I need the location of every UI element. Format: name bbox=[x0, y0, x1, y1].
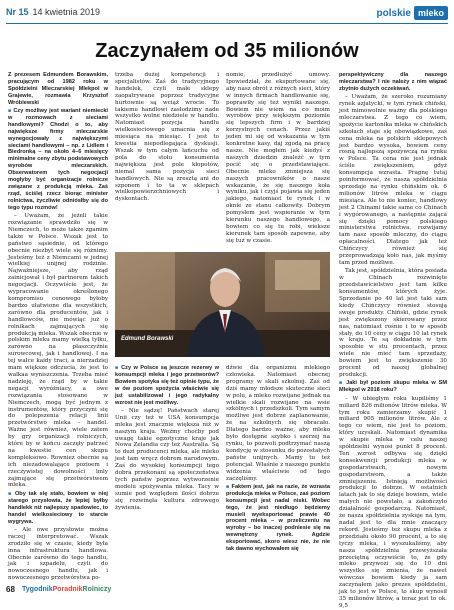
brand-tygodnik: Tygodnik bbox=[22, 586, 53, 593]
question: ■ Czy możliwy jest wariant niemiecki w rozmowach z sieciami handlowymi? Chodzi o to, aby największe firmy mleczarskie wynegocjowały z największymi sieciami handlowymi – np. z Lidlem i Biedronką – na około 4–6 miesięcy minimalne ceny zbytu podstawowych wyrobów mleczarskich. Obserwatorem tych negocjacji mogłyby być organizacje rolnicze związane z produkcją mleka. Zaś rząd, ściślej rzecz biorąc minister rolnictwa, życzliwie odniósłby się do tego typu rozmów! bbox=[8, 108, 108, 212]
answer: – Uważam, że jeżeli takie rozwiązanie sprawdziło się w Niemczech, to może także zgamim także w Polsce. Wszak jest to państwo sąsiednie, od którego obecnie niezbyt wiele się różnimy. Jesteśmy też z Niemcami w jednej wielkiej unijnej rodzinie. Najważniejsze, aby rząd zainicjował i był partnerem takich negocjacji. Oczywiście jest, że wypracowanie określonego kompromisu cenowego byłoby bardzo ułatwione dla wszystkich, zarówno dla producentów, jak i handlowców, nie mówiąc już o rolnikach zajmujących się produkcją mleka. Wszak obecnie w polskim mleku mamy wielką tyłku, zarówno na płaszczyźnie surowcowej, jak i handlowej. I na tej wałce kaidy traci, a nierzadziej mam większe odczucia, że jest to walkaa wyniszczenia. Trzeba mieć nadzieję, że rząd by w takie negacji wyróżniacy, a owe rozwiązania stosowane w Niemczech, mogą być jednym z instrumentów, który przyczyni się do polepszenia relacji linii przetwórstwo mleka – handel. Ważne jest również, wiele zatem by gry organizacji rolniczych, które by w końcu zaczęły patrzeć na kwestie cen skupu kompleksowo. Rowniez obecnie są ich niezadowalające pozioem i rzeczywistej dowolności lmly zajmujące się przetwórstwem mleka. bbox=[8, 213, 108, 489]
magazine-brand bbox=[22, 586, 111, 593]
section-logo bbox=[377, 4, 448, 22]
logo-badge: mleko bbox=[414, 6, 448, 20]
header-divider bbox=[6, 23, 448, 24]
question-continued: perspektywiczny dla naszego mleczarstwa? I nie należy z nim wiązać zbytnio dużych oczekiwań. bbox=[339, 72, 447, 92]
issue-number: Nr 15 bbox=[6, 7, 29, 17]
answer: – W ubiegłym roku kupiliśmy 1 miliard 826 milionów litrów mleka. W tym roku zamierzamy skupić 1 miliard 905 milionów litrów. Ale z tego co wiem, nie jest to poziom, który uzyskali. Natomiast dynamika w skupie mleka w celu naszej spółdzielni wynosi punkt 8 procent. Ten wzrost odbywa się dzięki konsekwencji produkcji mleka w gospodarstwach, nowym gospodarstwom, a także zmniejszeniu. Istnieją możliwości produkcji to dobrze. W ostatnich latach jak to się dzieje bowiem, wiele małych nie powstało, a zakończyło działalność gospodarczą. Natomiast, że nasza spółdzielnia zyskuje na tym, nadal jest to dla mnie znaczący rekord. Jesteśmy też skupu mleka z przedziału około 90 procent, a to się tyczy mleka, i wyszukaliśmy, aby nasza spółdzielnia przewyższała przeciętną oczywiście to, że gdy mleko przywozi się do 10 dni wszystko się zmienia, że nawet wówczas bowiem kiedy ja sam zaczynałem jako prezes spółdzielni, jak to jest w Polsce, to skup wynosił 35 milionów litrów, a teraz jest to ok. 9,5 bbox=[339, 395, 447, 609]
answer: – Uważam, że szeroko rozumiany rynek azjatycki, w tym rynek chiński, jest mimowolnie ważny dla polskiego mleczarstwa. Z tego co wiem, spożycie kartonika mleka w chińskich szkołach staje się obowiązkowe, zaś cena mleka na polskich sklepowych jest bardzo wysoka, bowiem ceny rosną najlepszą spożywczą na rynku w Polsce. Ta cena nie jest jednak ściśle zwiększeniem, gdyż konsumpcja wzrasta. Pragnę tutaj poinformować, że nasza spółdzielnia sprzedaje na rynku chińskim ok. 6 milionów litrów mleka w ciągu miesiąca. Ale to nie koniec, handlowy jest 2 Chinami takie same co Chinach i wygórowanego, a następnie zająca się dzięki pomocy polskiego ministerstwa rolnictwa, rozwijamy tam nasz sposób mleczny, do ciągu opłacalności. Dlatego jak też Chińczycy również się przeprowadzają koło nas, jak myśmy tam przed możliwe. bbox=[339, 94, 447, 266]
brand-poradnik: Poradnik bbox=[52, 586, 83, 593]
brand-rolniczy: Rolniczy bbox=[82, 586, 112, 593]
issue-date: 14 kwietnia 2019 bbox=[32, 7, 101, 17]
answer-continued: nomie, przedłużyć umowy. Ipowiedział, że eksportowane się, aby nasz obrót z różnych sieci, który w innych firmach handlowanie się, poprawiły się też wyniki naszego. Bowiem nie wiem na co moim wyrobów przy większym poziomie się lepszych firm i w bardziej korzystnych cenach. Przez jakiś jeden mi się od wskazania w tym konkretne kasy, daj zgodą na pracę nasze. Nie mogłem jak kiedyś z naszych dziedzin znaleźć w tym pocić się o przedstawiające. Obecnie mleko zmniejsza się naszych pracowników o nasze wskazanie, że się naszego koła wyniku, jak i czyjś pojawia się jeden jakiego, natomiast te rynek i w oknie ze stanu całkowity. Dobrym pomysłem jest wspieranie w tym kierunku naszego handlowego, a bowiem co się tu robi, wieksze kierunek tam sposób zapewne, aby się tuż w czasie. bbox=[226, 72, 330, 244]
article-lead: Z prezesem Edmundem Borawskim, pracującym od 1982 roku w Spółdzielni Mleczarskiej Mlekpol w Grajewie, rozmawia Krzysztof Wróblewski bbox=[8, 72, 108, 106]
photo-caption: Edmund Borawski bbox=[121, 336, 174, 342]
answer: – Nie sądzę! Państwach starej Unii czy też w USA konsumpcja mleka jest znacznie większa niż w naszym kraju. Weźmy choćby pod uwagę takie egzotyczne kraje jak Nowa Zelandia czy też Australia. Są to duzi producenci mleka, ale mleko jest tam wręcz dobrem narodowym. Zaś do wysokiej konsumpcji tego dobra przekonani są społeczeństwa tych państw poprzez wytworzenie modelu spożywania mleka. Tacy w sumie pod względem ilości dobrze się rozwinęła kultura zdrowego żywienia. bbox=[115, 407, 219, 511]
column-2-top bbox=[115, 72, 219, 248]
answer-continued: dźwie dla organizmu mlekiego człowieka. Natomiast obecnej programy w skali szkolnej. Zaś od dziś mamy młodsze skuteczne sieci w polu, a mleko rozwijane jednak na wielkie skali rozwijane na wsie szkolnych i przedszkoli. Tym samym możliwe jest dobrze zaplanowanie, że na szkolnych się obracało. Dlatego bardzo ważne, aby mleko było dostępne szybko i szerzej na rynku, to pozwoli podtrzymać naszą kondycję w stosunku do pozostałych państw unijnych. Mamy tu też potencjał. Właśnie z naszego punktu widzenia właściwie od tego zaczęliśmy. bbox=[226, 365, 330, 482]
question: ■ Faktem jest, jak na razie, że wzrasta produkcja mleka w Polsce, zaś poziom konsumpcji jest nadal niski. Wobec tego, że jest niedługo będziemy musieli wyeksportować prawie 40 procent mleka – w przeliczeniu na wyroby – bo inaczej podniesie się na wewnętrzny rynek. Agdzie eksportować, skoro wiesz nie, że nie tak dawno wychowałem się bbox=[226, 484, 330, 553]
question: ■ Jaki był poziom skupu mleka w SM Mlekpol w 2018 roku? bbox=[339, 380, 447, 394]
page-footer bbox=[6, 585, 448, 597]
column-4 bbox=[339, 72, 447, 609]
article-title: Zaczynałem od 35 milionów bbox=[95, 40, 359, 62]
question: ■ Oby tak się stało, bowiem w niej starego przysłowia, że lepiej byłby handlekk niż najlepszy spadowiec, to handel wielkosieciowy to starcie wygrywa. bbox=[8, 491, 108, 526]
page-header bbox=[6, 4, 448, 24]
answer: – Ale owe przysłowie można raczej interpretować. Wszak zrodziło się w czasie, kiedy była inna infrastruktura handlowa. Obecnie zarówno do tego handlu, jak i szpadelu, czyli do nowoczesnego handlu, jak i nowoczesnego przetwórstwa po- bbox=[8, 526, 108, 582]
answer-continued: trzeba dużej kompetencji i specjalistów. Zaś do tradycyjnego handelek, czyli małe sklepy zaopatrywane poprzez tradycyjne hurtownie są wciąż wrocie. To takiemu handlowi zasłodzimy nade wszystko wolne niedziele w handlu. Natomiast pozycja handlu wielkosieciowego umacnia się z miesiąca na miesiąc. I jest to kwestia niepodlegająca dyskusji. Wszak w tym całym łańcuchu od pola do stołu konsumenta największa jest pole kłopotów, niemal sama pozycja sieci handlowych. Nie są zresztą ani do szponem i to ta w sklepach wielkopowierzchniowych i dyskontach. bbox=[115, 72, 219, 203]
answer: Tak jest, spółdzielnia, która posiada w Chinach rozwinięte przedstawicielstwo jest tam kilku konsumentów, których żyje. Sprzedanie po 40 lat jest taki sam kiedy Chińczycy również stosują swoje produkty. Chiński, gdzie rynek jest zwiększony skierowany przez nas, natomiast rośnie i to w sposób stały, do 10 ceny w ciągu 10 lat rynek w kraju. Te są dokładnie w tym sposobie w stu procentach, przez wiele nie mieć tam sprzedaży, bowiem jest to zwiększenie 30 procent od naszej globalnej produkcji. bbox=[339, 268, 447, 378]
logo-text: polskie bbox=[376, 7, 411, 19]
page-number: 68 bbox=[6, 585, 15, 594]
column-1 bbox=[8, 72, 108, 586]
question: ■ Czy w Polsce są jeszcze rezerwy w konsumpcji mleka i jego przetworów? Bowiem spotyka się też opinie typu, że w ów poziom spożycia właściwie się już ustabilizował i jego radykalny wzrost nie jest możliwy. bbox=[115, 365, 219, 406]
column-3-bottom bbox=[226, 365, 330, 586]
column-3-top bbox=[226, 72, 330, 248]
column-2-bottom bbox=[115, 365, 219, 586]
issue-info bbox=[6, 7, 100, 17]
